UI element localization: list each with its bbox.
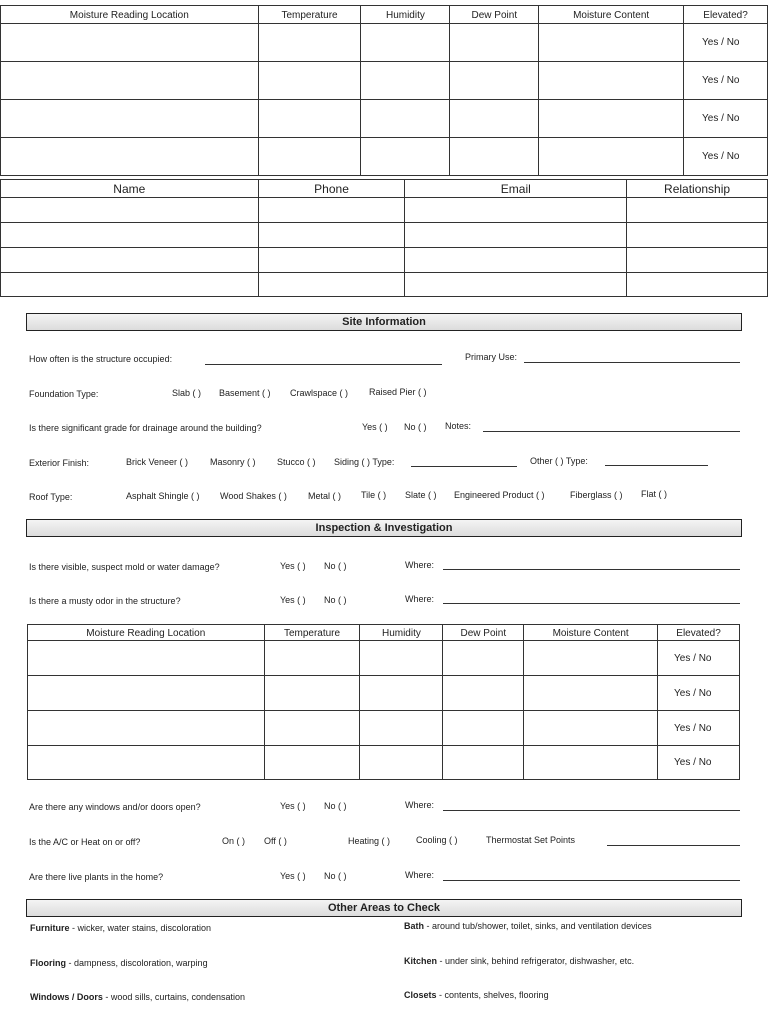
roof-option-flat[interactable]: Flat ( ) (641, 489, 667, 499)
foundation-option-crawlspace[interactable]: Crawlspace ( ) (290, 388, 349, 398)
col-header-relationship: Relationship (627, 180, 768, 198)
table-cell[interactable] (450, 138, 539, 176)
table-cell[interactable] (524, 711, 658, 746)
table-cell[interactable] (443, 641, 524, 676)
table-cell[interactable] (1, 198, 259, 223)
plants-no-option[interactable]: No ( ) (324, 871, 347, 881)
table-cell[interactable] (1, 100, 259, 138)
table-cell[interactable] (1, 62, 259, 100)
top-moisture-table (0, 5, 768, 176)
inspection-banner: Inspection & Investigation (26, 519, 742, 537)
table-cell[interactable] (405, 273, 627, 297)
table-row (1, 198, 768, 223)
table-row (1, 223, 768, 248)
table-cell[interactable] (450, 62, 539, 100)
area-description: - dampness, discoloration, warping (66, 958, 208, 968)
roof-type-label: Roof Type: (29, 492, 73, 502)
table-cell[interactable] (443, 676, 524, 711)
table-cell[interactable] (258, 223, 405, 248)
table-cell[interactable] (539, 100, 684, 138)
notes-input-line[interactable] (483, 431, 740, 432)
heating-option[interactable]: Heating ( ) (348, 836, 391, 846)
area-item-furniture (30, 923, 211, 933)
col-header-location: Moisture Reading Location (28, 625, 265, 641)
table-row (28, 641, 740, 676)
primary-use-label: Primary Use: (465, 352, 518, 362)
area-label: Furniture (30, 923, 70, 933)
table-cell[interactable] (1, 138, 259, 176)
mold-question: Is there visible, suspect mold or water damage? (29, 562, 220, 572)
primary-use-input-line[interactable] (524, 362, 740, 363)
table-cell[interactable] (539, 138, 684, 176)
col-header-dew-point: Dew Point (450, 6, 539, 24)
table-cell[interactable] (28, 676, 265, 711)
elevated-yes-no[interactable]: Yes / No (684, 24, 768, 62)
table-row (28, 711, 740, 746)
roof-option-tile[interactable]: Tile ( ) (361, 490, 387, 500)
cooling-option[interactable]: Cooling ( ) (416, 835, 458, 845)
elevated-yes-no[interactable]: Yes / No (684, 100, 768, 138)
table-cell[interactable] (1, 223, 259, 248)
table-cell[interactable] (1, 24, 259, 62)
foundation-option-basement[interactable]: Basement ( ) (219, 388, 271, 398)
ac-on-option[interactable]: On ( ) (222, 836, 246, 846)
odor-no-option[interactable]: No ( ) (324, 595, 347, 605)
occupied-question: How often is the structure occupied: (29, 354, 173, 364)
table-cell[interactable] (627, 223, 768, 248)
col-header-temperature: Temperature (264, 625, 360, 641)
col-header-humidity: Humidity (361, 6, 450, 24)
mold-yes-option[interactable]: Yes ( ) (280, 561, 306, 571)
exterior-finish-label: Exterior Finish: (29, 458, 90, 468)
area-description: - around tub/shower, toilet, sinks, and ventilation devices (424, 921, 652, 931)
area-description: - wood sills, curtains, condensation (102, 992, 245, 1002)
area-item-windows-doors (30, 992, 245, 1002)
table-cell[interactable] (450, 24, 539, 62)
table-cell[interactable] (405, 198, 627, 223)
table-cell[interactable] (450, 100, 539, 138)
table-row (28, 746, 740, 780)
table-cell[interactable] (360, 711, 443, 746)
table-cell[interactable] (627, 273, 768, 297)
table-cell[interactable] (539, 62, 684, 100)
area-item-closets (404, 990, 549, 1000)
area-description: - under sink, behind refrigerator, dishwasher, etc. (437, 956, 635, 966)
table-row (1, 62, 768, 100)
table-cell[interactable] (361, 24, 450, 62)
table-row (1, 100, 768, 138)
elevated-yes-no[interactable]: Yes / No (684, 138, 768, 176)
table-cell[interactable] (258, 273, 405, 297)
exterior-option-stucco[interactable]: Stucco ( ) (277, 457, 316, 467)
roof-option-engineered-product[interactable]: Engineered Product ( ) (454, 490, 545, 500)
col-header-moisture-content: Moisture Content (524, 625, 658, 641)
table-row (1, 138, 768, 176)
table-row (28, 676, 740, 711)
roof-option-wood-shakes[interactable]: Wood Shakes ( ) (220, 491, 287, 501)
table-cell[interactable] (264, 641, 360, 676)
plants-where-label: Where: (405, 870, 435, 880)
odor-yes-option[interactable]: Yes ( ) (280, 595, 306, 605)
table-cell[interactable] (524, 641, 658, 676)
windows-where-input-line[interactable] (443, 810, 740, 811)
table-cell[interactable] (1, 248, 259, 273)
foundation-option-slab[interactable]: Slab ( ) (172, 388, 202, 398)
table-cell[interactable] (258, 100, 361, 138)
elevated-yes-no[interactable]: Yes / No (658, 711, 740, 746)
table-cell[interactable] (524, 676, 658, 711)
table-cell[interactable] (360, 641, 443, 676)
area-label: Closets (404, 990, 437, 1000)
table-cell[interactable] (405, 248, 627, 273)
col-header-location: Moisture Reading Location (1, 6, 259, 24)
area-item-kitchen (404, 956, 634, 966)
table-row (1, 248, 768, 273)
windows-question: Are there any windows and/or doors open? (29, 802, 201, 812)
area-label: Bath (404, 921, 424, 931)
odor-where-label: Where: (405, 594, 435, 604)
exterior-option-siding[interactable]: Siding ( ) Type: (334, 457, 395, 467)
table-cell[interactable] (360, 676, 443, 711)
thermostat-input-line[interactable] (607, 845, 740, 846)
mold-where-input-line[interactable] (443, 569, 740, 570)
roof-option-asphalt-shingle[interactable]: Asphalt Shingle ( ) (126, 491, 200, 501)
exterior-option-other[interactable]: Other ( ) Type: (530, 456, 588, 466)
roof-option-slate[interactable]: Slate ( ) (405, 490, 437, 500)
col-header-elevated: Elevated? (684, 6, 768, 24)
table-cell[interactable] (258, 62, 361, 100)
table-cell[interactable] (361, 62, 450, 100)
table-cell[interactable] (443, 711, 524, 746)
area-label: Flooring (30, 958, 66, 968)
contacts-table (0, 179, 768, 297)
table-cell[interactable] (627, 198, 768, 223)
table-cell[interactable] (264, 676, 360, 711)
table-cell[interactable] (627, 248, 768, 273)
foundation-option-raised-pier[interactable]: Raised Pier ( ) (369, 387, 427, 397)
other-areas-banner: Other Areas to Check (26, 899, 742, 917)
table-cell[interactable] (28, 711, 265, 746)
table-cell[interactable] (28, 641, 265, 676)
inspection-moisture-table (27, 624, 740, 780)
col-header-humidity: Humidity (360, 625, 443, 641)
thermostat-label: Thermostat Set Points (486, 835, 576, 845)
col-header-name: Name (1, 180, 259, 198)
table-cell[interactable] (360, 746, 443, 780)
grade-yes-option[interactable]: Yes ( ) (362, 422, 388, 432)
plants-where-input-line[interactable] (443, 880, 740, 881)
other-type-input-line[interactable] (605, 465, 708, 466)
table-cell[interactable] (361, 138, 450, 176)
grade-question: Is there significant grade for drainage around the building? (29, 423, 262, 433)
table-cell[interactable] (443, 746, 524, 780)
table-cell[interactable] (405, 223, 627, 248)
foundation-label: Foundation Type: (29, 389, 99, 399)
ac-off-option[interactable]: Off ( ) (264, 836, 287, 846)
elevated-yes-no[interactable]: Yes / No (658, 641, 740, 676)
table-cell[interactable] (264, 711, 360, 746)
plants-question: Are there live plants in the home? (29, 872, 164, 882)
exterior-option-masonry[interactable]: Masonry ( ) (210, 457, 256, 467)
table-row (1, 24, 768, 62)
area-item-bath (404, 921, 652, 931)
col-header-temperature: Temperature (258, 6, 361, 24)
table-cell[interactable] (524, 746, 658, 780)
windows-no-option[interactable]: No ( ) (324, 801, 347, 811)
elevated-yes-no[interactable]: Yes / No (658, 746, 740, 780)
roof-option-metal[interactable]: Metal ( ) (308, 491, 342, 501)
odor-where-input-line[interactable] (443, 603, 740, 604)
area-label: Kitchen (404, 956, 438, 966)
col-header-elevated: Elevated? (658, 625, 740, 641)
area-label: Windows / Doors (30, 992, 103, 1002)
grade-no-option[interactable]: No ( ) (404, 422, 427, 432)
mold-where-label: Where: (405, 560, 435, 570)
table-cell[interactable] (258, 198, 405, 223)
area-description: - contents, shelves, flooring (436, 990, 549, 1000)
table-cell[interactable] (361, 100, 450, 138)
windows-where-label: Where: (405, 800, 435, 810)
table-cell[interactable] (28, 746, 265, 780)
table-cell[interactable] (1, 273, 259, 297)
windows-yes-option[interactable]: Yes ( ) (280, 801, 306, 811)
notes-label: Notes: (445, 421, 472, 431)
siding-type-input-line[interactable] (411, 466, 517, 467)
exterior-option-brick-veneer[interactable]: Brick Veneer ( ) (126, 457, 189, 467)
col-header-moisture-content: Moisture Content (539, 6, 684, 24)
odor-question: Is there a musty odor in the structure? (29, 596, 181, 606)
plants-yes-option[interactable]: Yes ( ) (280, 871, 306, 881)
table-cell[interactable] (539, 24, 684, 62)
area-description: - wicker, water stains, discoloration (69, 923, 212, 933)
col-header-email: Email (405, 180, 627, 198)
mold-no-option[interactable]: No ( ) (324, 561, 347, 571)
table-cell[interactable] (258, 248, 405, 273)
elevated-yes-no[interactable]: Yes / No (658, 676, 740, 711)
col-header-phone: Phone (258, 180, 405, 198)
occupied-input-line[interactable] (205, 364, 442, 365)
area-item-flooring (30, 958, 208, 968)
roof-option-fiberglass[interactable]: Fiberglass ( ) (570, 490, 623, 500)
col-header-dew-point: Dew Point (443, 625, 524, 641)
table-row (1, 273, 768, 297)
ac-question: Is the A/C or Heat on or off? (29, 837, 141, 847)
site-information-banner: Site Information (26, 313, 742, 331)
table-cell[interactable] (258, 138, 361, 176)
table-cell[interactable] (264, 746, 360, 780)
table-cell[interactable] (258, 24, 361, 62)
elevated-yes-no[interactable]: Yes / No (684, 62, 768, 100)
